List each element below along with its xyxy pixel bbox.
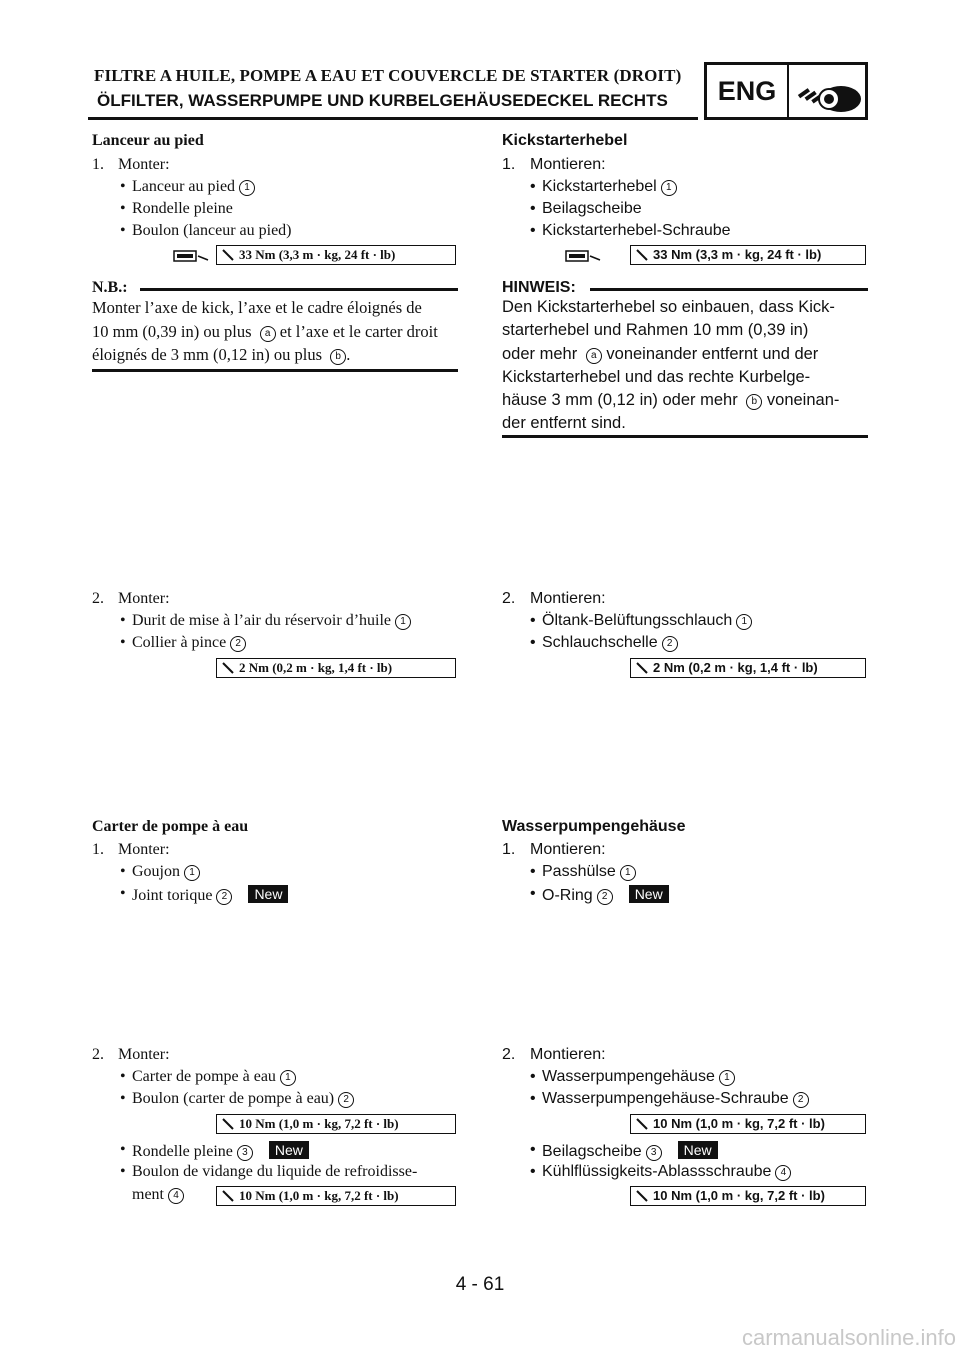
left-column-fr bbox=[92, 0, 458, 1358]
page-number: 4 - 61 bbox=[455, 1274, 505, 1295]
list-item: • Kühlflüssigkeits-Ablassschraube 4 bbox=[542, 1163, 791, 1181]
torque-wrench-icon bbox=[222, 662, 234, 674]
note-line: oder mehr a voneinander entfernt und der bbox=[502, 345, 819, 363]
torque-wrench-icon bbox=[636, 249, 648, 261]
list-item: • Lanceur au pied 1 bbox=[132, 178, 255, 196]
step-number: 1. bbox=[92, 156, 104, 173]
step-number: 1. bbox=[502, 156, 516, 173]
new-part-badge: New bbox=[248, 885, 288, 903]
list-item: • Wasserpumpengehäuse 1 bbox=[542, 1068, 735, 1086]
list-item: • Boulon (carter de pompe à eau) 2 bbox=[132, 1090, 354, 1108]
list-item: • Rondelle pleine bbox=[132, 200, 233, 218]
note-line: Monter l’axe de kick, l’axe et le cadre éloignés de bbox=[92, 298, 422, 317]
note-top-rule bbox=[140, 288, 458, 291]
note-bottom-rule bbox=[502, 435, 868, 438]
step-number: 2. bbox=[92, 1046, 104, 1063]
list-item: • Boulon de vidange du liquide de refroidisse- bbox=[132, 1163, 417, 1181]
section-title: Wasserpumpengehäuse bbox=[502, 818, 686, 835]
new-part-badge: New bbox=[629, 885, 669, 903]
torque-wrench-icon bbox=[636, 1190, 648, 1202]
list-item: • Beilagscheibe 3 New bbox=[542, 1141, 718, 1161]
step-number: 1. bbox=[502, 841, 516, 858]
step-verb: Montieren: bbox=[530, 841, 606, 858]
new-part-badge: New bbox=[269, 1141, 309, 1159]
list-item: • Goujon 1 bbox=[132, 863, 200, 881]
list-item: • Wasserpumpengehäuse-Schraube 2 bbox=[542, 1090, 809, 1108]
new-part-badge: New bbox=[678, 1141, 718, 1159]
note-bottom-rule bbox=[92, 369, 458, 372]
list-item: • Joint torique 2 New bbox=[132, 885, 288, 905]
note-line: der entfernt sind. bbox=[502, 414, 626, 432]
watermark: carmanualsonline.info bbox=[741, 1325, 956, 1350]
step-number: 2. bbox=[92, 590, 104, 607]
torque-spec: 10 Nm (1,0 m · kg, 7,2 ft · lb) bbox=[630, 1114, 866, 1134]
list-item: • Kickstarterhebel-Schraube bbox=[542, 222, 731, 240]
step-verb: Monter: bbox=[118, 156, 170, 173]
step-verb: Monter: bbox=[118, 841, 170, 858]
list-item: • Rondelle pleine 3 New bbox=[132, 1141, 309, 1161]
step-number: 2. bbox=[502, 1046, 516, 1063]
step-number: 2. bbox=[502, 590, 516, 607]
eng-label: ENG bbox=[707, 65, 789, 117]
torque-spec: 33 Nm (3,3 m · kg, 24 ft · lb) bbox=[216, 245, 456, 265]
step-number: 1. bbox=[92, 841, 104, 858]
note-top-rule bbox=[590, 288, 868, 291]
list-item: • Passhülse 1 bbox=[542, 863, 636, 881]
section-title: Carter de pompe à eau bbox=[92, 818, 249, 835]
torque-spec: 10 Nm (1,0 m · kg, 7,2 ft · lb) bbox=[216, 1186, 456, 1206]
list-item: • Beilagscheibe bbox=[542, 200, 642, 218]
section-title: Kickstarterhebel bbox=[502, 132, 628, 149]
list-item: • Durit de mise à l’air du réservoir d’huile 1 bbox=[132, 612, 411, 630]
note-line: häuse 3 mm (0,12 in) oder mehr b voneinan- bbox=[502, 391, 840, 409]
list-item: • Carter de pompe à eau 1 bbox=[132, 1068, 296, 1086]
locking-agent-icon bbox=[564, 246, 604, 266]
note-line: éloignés de 3 mm (0,12 in) ou plus b . bbox=[92, 345, 351, 364]
list-item-continued: ment 4 bbox=[132, 1186, 184, 1204]
torque-spec: 2 Nm (0,2 m · kg, 1,4 ft · lb) bbox=[216, 658, 456, 678]
torque-wrench-icon bbox=[222, 1190, 234, 1202]
note-line: 10 mm (0,39 in) ou plus a et l’axe et le carter droit bbox=[92, 322, 438, 341]
right-column-de bbox=[502, 0, 868, 1358]
torque-wrench-icon bbox=[636, 662, 648, 674]
note-line: Kickstarterhebel und das rechte Kurbelge- bbox=[502, 368, 811, 386]
step-verb: Monter: bbox=[118, 590, 170, 607]
note-label: N.B.: bbox=[92, 279, 128, 296]
list-item: • Boulon (lanceur au pied) bbox=[132, 222, 292, 240]
torque-spec: 2 Nm (0,2 m · kg, 1,4 ft · lb) bbox=[630, 658, 866, 678]
note-line: Den Kickstarterhebel so einbauen, dass Kick- bbox=[502, 298, 835, 316]
list-item: • Schlauchschelle 2 bbox=[542, 634, 678, 652]
note-line: starterhebel und Rahmen 10 mm (0,39 in) bbox=[502, 321, 809, 339]
list-item: • Kickstarterhebel 1 bbox=[542, 178, 677, 196]
header-title-fr: FILTRE A HUILE, POMPE A EAU ET COUVERCLE DE STARTER (DROIT) bbox=[94, 66, 682, 85]
list-item: • O-Ring 2 New bbox=[542, 885, 669, 905]
torque-wrench-icon bbox=[222, 1118, 234, 1130]
header-title-de: ÖLFILTER, WASSERPUMPE UND KURBELGEHÄUSEDECKEL RECHTS bbox=[97, 91, 668, 110]
section-title: Lanceur au pied bbox=[92, 132, 204, 149]
locking-agent-icon bbox=[172, 246, 212, 266]
step-verb: Montieren: bbox=[530, 590, 606, 607]
note-label: HINWEIS: bbox=[502, 279, 576, 296]
torque-wrench-icon bbox=[636, 1118, 648, 1130]
torque-spec: 33 Nm (3,3 m · kg, 24 ft · lb) bbox=[630, 245, 866, 265]
list-item: • Collier à pince 2 bbox=[132, 634, 246, 652]
step-verb: Montieren: bbox=[530, 1046, 606, 1063]
step-verb: Monter: bbox=[118, 1046, 170, 1063]
step-verb: Montieren: bbox=[530, 156, 606, 173]
torque-wrench-icon bbox=[222, 249, 234, 261]
torque-spec: 10 Nm (1,0 m · kg, 7,2 ft · lb) bbox=[630, 1186, 866, 1206]
torque-spec: 10 Nm (1,0 m · kg, 7,2 ft · lb) bbox=[216, 1114, 456, 1134]
list-item: • Öltank-Belüftungsschlauch 1 bbox=[542, 612, 752, 630]
